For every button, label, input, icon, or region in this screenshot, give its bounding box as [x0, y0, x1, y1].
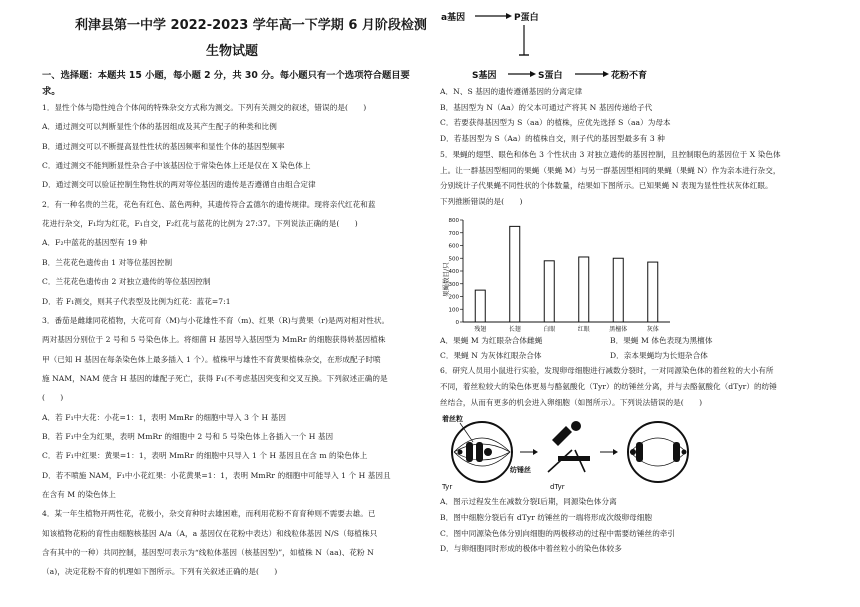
- bar-2: [544, 261, 554, 322]
- text-line: A．F₂中蓝花的基因型有 19 种: [42, 238, 148, 248]
- text-line: C．通过测交不能判断显性杂合子中该基因位于常染色体上还是仅在 X 染色体上: [42, 161, 311, 171]
- text-line: 1．显性个体与隐性纯合个体间的特殊杂交方式称为测交。下列有关测交的叙述，错误的是( ): [42, 103, 367, 112]
- y-axis-label: 果蝇数目/只: [442, 262, 450, 297]
- text-line: A．通过测交可以判断显性个体的基因组成及其产生配子的种类和比例: [42, 122, 277, 132]
- text-line: C．若要获得基因型为 S（aa）的植株，应优先选择 S（aa）为母本: [440, 118, 671, 128]
- text-line: B．基因型为 N（Aa）的父本可通过产将其 N 基因传递给子代: [440, 102, 653, 112]
- y-tick-label: 100: [448, 307, 459, 314]
- bar-4: [613, 258, 623, 322]
- text-line: 含有其中的一种）共同控制，基因型可表示为“线粒体基因（核基因型)”，如植株 N（aa)、花粉 N: [42, 548, 374, 558]
- x-category-label: 黑檀体: [609, 326, 628, 333]
- text-line: A．图示过程发生在减数分裂Ⅰ后期，同源染色体分离: [440, 497, 617, 506]
- y-tick-label: 600: [448, 243, 459, 250]
- s-protein-label: S蛋白: [538, 71, 563, 81]
- text-line: （a)，决定花粉不育的机理如下图所示。下列有关叙述正确的是( ): [42, 567, 278, 577]
- text-line: 3．番茄是雌雄同花植物，大花可育（M)与小花雄性不育（m)、红果（R)与黄果（r)是两对相对性状。: [42, 315, 390, 325]
- text-line: 知该植物花粉的育性由细胞核基因 A/a（A，a 基因仅在花粉中表达）和线粒体基因 N/S（每植株只: [42, 528, 378, 538]
- text-line: A．N、S 基因的遗传遵循基因的分离定律: [440, 87, 583, 96]
- kinetochore-label: 着丝粒: [442, 415, 463, 423]
- bar-5: [648, 262, 658, 322]
- dtyr-label: dTyr: [550, 483, 565, 491]
- text-line: 上。让一群基因型相同的果蝇（果蝇 M）与另一群基因型相同的果蝇（果蝇 N）作为亲本进行杂交，: [440, 165, 781, 175]
- y-tick-label: 800: [448, 218, 459, 225]
- text-line: 两对基因分别位于 2 号和 5 号染色体上。将细菌 H 基因导入基因型为 MmRr 的细胞获得转基因植株: [42, 335, 386, 345]
- bar-3: [579, 257, 589, 322]
- section-heading: 一、选择题：本题共 15 小题，每小题 2 分，共 30 分。每小题只有一个选项符合题目要: [42, 70, 410, 81]
- text-line: 4．某一年生植物开两性花，花极小，杂交育种时去雄困难，而利用花粉不育育种则不需要去雄。已: [42, 509, 376, 519]
- q5-option-b: B．果蝇 M 体色表现为黑檀体: [610, 336, 713, 345]
- text-line: A．若 F₁中大花：小花=1：1，表明 MmRr 的细胞中导入 3 个 H 基因: [42, 412, 286, 422]
- page-title: 利津县第一中学 2022-2023 学年高一下学期 6 月阶段检测: [75, 18, 427, 33]
- text-line: 分别统计子代果蝇不同性状的个体数量，结果如下图所示。已知果蝇 N 表现为显性性状灰体红眼。: [440, 181, 773, 191]
- text-line: B．通过测交可以不断提高显性性状的基因频率和显性个体的基因型频率: [42, 141, 285, 151]
- text-line: D．若基因型为 S（Aa）的植株自交，则子代的基因型最多有 3 种: [440, 134, 665, 144]
- fly-count-bar-chart: [438, 212, 678, 337]
- meiosis-spindle-diagram: [440, 412, 740, 492]
- text-line: 丝结合，从而有更多的机会进入卵细胞（如图所示）。下列说法错误的是( ): [440, 398, 703, 407]
- text-line: 花进行杂交，F₁均为红花，F₁自交，F₂红花与蓝花的比例为 27:37。下列说法正确的是( ): [42, 219, 358, 229]
- text-line: 在含有 M 的染色体上: [42, 490, 116, 499]
- text-line: D．与卵细胞同时形成的极体中着丝粒小的染色体较多: [440, 544, 622, 554]
- text-line: D．若不喷施 NAM，F₁中小花红果：小花黄果=1：1，表明 MmRr 的细胞中可能导入 1 个 H 基因且: [42, 470, 391, 480]
- q5-option-d: D．亲本果蝇均为长翅杂合体: [610, 351, 708, 360]
- y-tick-label: 0: [455, 320, 459, 327]
- text-line: 施 NAM，NAM 使含 H 基因的雄配子死亡，获得 F₁(不考虑基因突变和交叉互换。下列叙述正确的是: [42, 373, 388, 383]
- text-line: 下列推断错误的是( ): [440, 196, 523, 206]
- text-line: C．图中同源染色体分别向细胞的两极移动的过程中需要纺锤丝的牵引: [440, 528, 676, 538]
- y-tick-label: 300: [448, 281, 459, 288]
- x-category-label: 长翅: [508, 326, 521, 333]
- text-line: C．兰花花色遗传由 2 对独立遗传的等位基因控制: [42, 277, 211, 287]
- bar-1: [510, 226, 520, 322]
- pollen-sterility-diagram: [438, 4, 678, 84]
- kinetochore-detail: [548, 421, 590, 472]
- text-line: 甲（已知 H 基因在每条染色体上最多插入 1 个）。植株甲与雄性不育黄果植株杂交，在形成配子时喷: [42, 354, 381, 364]
- text-line: B．兰花花色遗传由 1 对等位基因控制: [42, 257, 173, 267]
- q5-option-a: A．果蝇 M 为红眼杂合体雌蝇: [440, 336, 543, 345]
- text-line: 6．研究人员用小鼠进行实验，发现卵母细胞进行减数分裂时，一对同源染色体的着丝粒的大小有所: [440, 366, 774, 375]
- x-category-label: 白眼: [543, 326, 556, 333]
- sterile-label: 花粉不育: [611, 71, 648, 81]
- text-line: ( ): [42, 393, 64, 403]
- text-line: D．通过测交可以验证控制生物性状的两对等位基因的遗传是否遵循自由组合定律: [42, 180, 316, 190]
- y-tick-label: 500: [448, 256, 459, 263]
- p-protein-label: P蛋白: [514, 13, 539, 23]
- bar-0: [475, 290, 485, 322]
- q5-option-c: C．果蝇 N 为灰体红眼杂合体: [440, 351, 542, 360]
- text-line: B．若 F₁中全为红果，表明 MmRr 的细胞中 2 号和 5 号染色体上各插入一个 H 基因: [42, 431, 334, 441]
- section-heading-cont: 求。: [42, 86, 61, 97]
- text-line: C．若 F₁中红果：黄果=1：1，表明 MmRr 的细胞中只导入 1 个 H 基因且在含 m 的染色体上: [42, 451, 368, 461]
- y-tick-label: 200: [448, 294, 459, 301]
- text-line: 2．有一种名贵的兰花，花色有红色、蓝色两种，其遗传符合孟德尔的遗传规律。现将亲代红花和蓝: [42, 199, 376, 209]
- tyr-label: Tyr: [442, 483, 453, 491]
- x-category-label: 灰体: [646, 326, 659, 333]
- text-line: D．若 F₁测交，则其子代表型及比例为红花：蓝花=7:1: [42, 296, 231, 306]
- y-tick-label: 400: [448, 269, 459, 276]
- s-gene-label: S基因: [472, 71, 497, 81]
- page-subtitle: 生物试题: [206, 44, 259, 59]
- y-tick-label: 700: [448, 230, 459, 237]
- x-category-label: 红眼: [577, 326, 590, 333]
- spindle-label: 纺锤丝: [510, 466, 531, 474]
- a-gene-label: a基因: [441, 13, 466, 23]
- x-category-label: 残翅: [474, 326, 487, 333]
- text-line: 5．果蝇的翅型、眼色和体色 3 个性状由 3 对独立遗传的基因控制，且控制眼色的基因位于 X 染色体: [440, 149, 781, 159]
- text-line: 不同，着丝粒较大的染色体更易与酪氨酸化（Tyr）的纺锤丝分离，并与去酪氨酸化（dTyr）的纺锤: [440, 382, 777, 391]
- text-line: B．图中细胞分裂后有 dTyr 纺锤丝的一端将形成次级卵母细胞: [440, 512, 653, 522]
